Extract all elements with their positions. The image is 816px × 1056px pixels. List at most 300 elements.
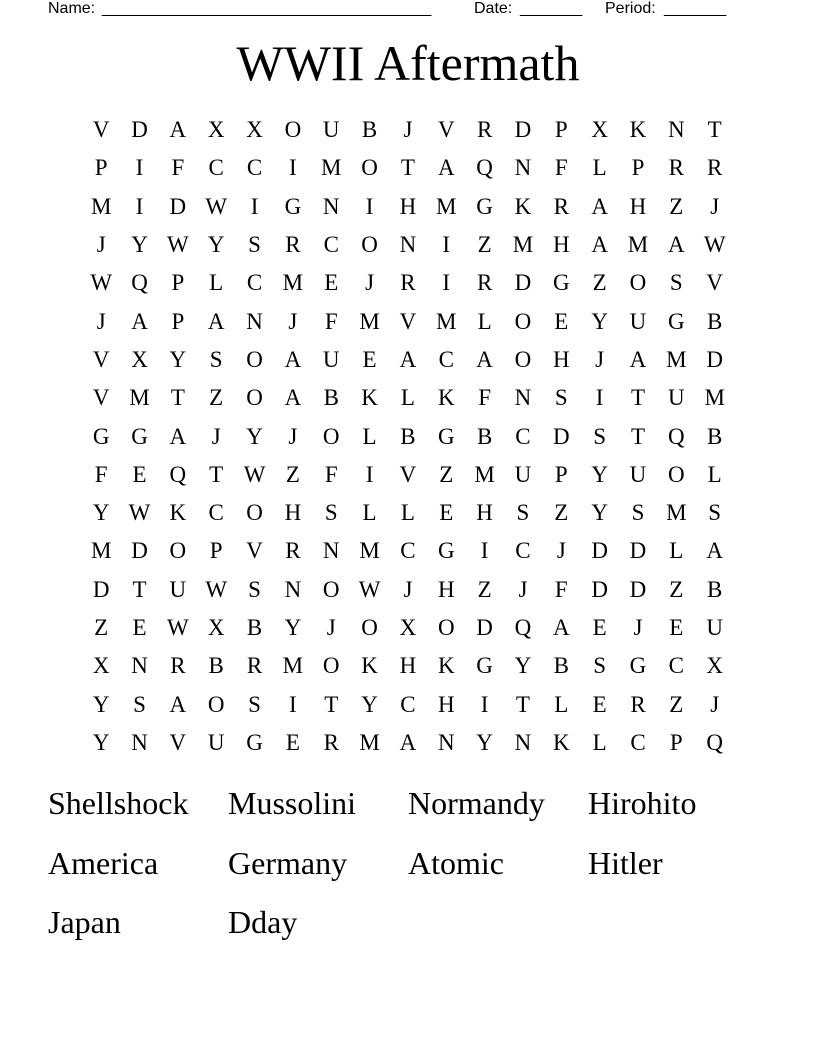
grid-cell[interactable]: B bbox=[400, 423, 416, 449]
grid-cell[interactable]: O bbox=[284, 117, 302, 143]
grid-cell[interactable]: L bbox=[400, 500, 415, 526]
grid-cell[interactable]: W bbox=[90, 270, 113, 296]
grid-cell[interactable]: R bbox=[553, 193, 569, 219]
grid-cell[interactable]: V bbox=[399, 461, 417, 487]
grid-cell[interactable]: S bbox=[324, 500, 338, 526]
grid-cell[interactable]: R bbox=[630, 691, 646, 717]
grid-cell[interactable]: X bbox=[207, 615, 225, 640]
grid-cell[interactable]: D bbox=[131, 538, 148, 564]
grid-cell[interactable]: I bbox=[289, 155, 297, 181]
grid-cell[interactable]: Z bbox=[669, 691, 684, 717]
grid-cell[interactable]: X bbox=[591, 117, 608, 143]
grid-cell[interactable]: M bbox=[666, 346, 687, 372]
grid-cell[interactable]: P bbox=[554, 461, 568, 487]
grid-cell[interactable]: K bbox=[437, 385, 455, 411]
grid-cell[interactable]: M bbox=[359, 538, 380, 564]
grid-cell[interactable]: M bbox=[321, 155, 342, 181]
grid-cell[interactable]: R bbox=[323, 729, 339, 755]
grid-cell[interactable]: I bbox=[442, 270, 451, 296]
grid-cell[interactable]: Z bbox=[669, 576, 684, 602]
grid-cell[interactable]: Y bbox=[514, 653, 532, 679]
grid-cell[interactable]: J bbox=[518, 576, 528, 602]
grid-cell[interactable]: O bbox=[668, 461, 685, 487]
grid-cell[interactable]: N bbox=[131, 653, 148, 679]
grid-cell[interactable]: I bbox=[289, 691, 297, 717]
grid-cell[interactable]: C bbox=[515, 423, 531, 449]
grid-cell[interactable]: E bbox=[285, 729, 300, 755]
grid-cell[interactable]: E bbox=[362, 346, 377, 372]
grid-cell[interactable]: G bbox=[246, 729, 263, 755]
grid-cell[interactable]: D bbox=[169, 193, 187, 219]
grid-cell[interactable]: W bbox=[358, 576, 381, 602]
grid-cell[interactable]: Z bbox=[209, 385, 224, 411]
grid-cell[interactable]: O bbox=[361, 155, 378, 181]
grid-cell[interactable]: Z bbox=[477, 232, 492, 258]
grid-cell[interactable]: N bbox=[514, 385, 532, 411]
grid-cell[interactable]: Y bbox=[92, 500, 110, 526]
grid-cell[interactable]: M bbox=[359, 729, 380, 755]
grid-cell[interactable]: I bbox=[442, 232, 451, 258]
grid-cell[interactable]: D bbox=[706, 346, 723, 372]
grid-cell[interactable]: O bbox=[322, 653, 340, 679]
grid-cell[interactable]: A bbox=[169, 117, 187, 143]
grid-cell[interactable]: L bbox=[592, 155, 607, 181]
grid-cell[interactable]: W bbox=[205, 576, 228, 602]
grid-cell[interactable]: A bbox=[207, 308, 225, 334]
grid-cell[interactable]: C bbox=[515, 538, 531, 564]
grid-cell[interactable]: R bbox=[476, 117, 493, 143]
grid-cell[interactable]: L bbox=[362, 500, 377, 526]
grid-cell[interactable]: R bbox=[668, 155, 684, 181]
grid-cell[interactable]: M bbox=[129, 385, 150, 411]
grid-cell[interactable]: V bbox=[246, 538, 263, 564]
grid-cell[interactable]: N bbox=[668, 117, 685, 143]
grid-cell[interactable]: G bbox=[552, 270, 570, 296]
grid-cell[interactable]: A bbox=[706, 538, 723, 564]
grid-cell[interactable]: O bbox=[169, 538, 187, 564]
grid-cell[interactable]: O bbox=[246, 500, 263, 526]
grid-cell[interactable]: Z bbox=[592, 270, 607, 296]
grid-cell[interactable]: A bbox=[629, 346, 647, 372]
grid-cell[interactable]: Y bbox=[591, 461, 608, 487]
grid-cell[interactable]: N bbox=[322, 538, 340, 564]
grid-cell[interactable]: U bbox=[629, 461, 647, 487]
grid-cell[interactable]: Q bbox=[169, 461, 187, 487]
grid-cell[interactable]: M bbox=[90, 193, 112, 219]
grid-cell[interactable]: T bbox=[132, 576, 147, 602]
grid-cell[interactable]: B bbox=[707, 576, 723, 602]
grid-cell[interactable]: P bbox=[94, 155, 108, 181]
grid-cell[interactable]: C bbox=[630, 729, 646, 755]
grid-cell[interactable]: L bbox=[362, 423, 377, 449]
grid-cell[interactable]: A bbox=[437, 155, 455, 181]
grid-cell[interactable]: Z bbox=[285, 461, 300, 487]
grid-cell[interactable]: N bbox=[514, 729, 532, 755]
grid-cell[interactable]: M bbox=[436, 308, 457, 334]
grid-cell[interactable]: Y bbox=[284, 615, 302, 640]
grid-cell[interactable]: R bbox=[400, 270, 416, 296]
grid-cell[interactable]: C bbox=[400, 691, 416, 717]
grid-cell[interactable]: K bbox=[437, 653, 455, 679]
date-blank[interactable]: _______ bbox=[520, 0, 583, 17]
grid-cell[interactable]: X bbox=[92, 653, 110, 679]
grid-cell[interactable]: Y bbox=[131, 232, 148, 258]
grid-cell[interactable]: G bbox=[668, 308, 685, 334]
grid-cell[interactable]: N bbox=[131, 729, 148, 755]
grid-cell[interactable]: Z bbox=[669, 193, 684, 219]
grid-cell[interactable]: R bbox=[285, 232, 301, 258]
grid-cell[interactable]: O bbox=[629, 270, 647, 296]
grid-cell[interactable]: S bbox=[593, 653, 607, 679]
grid-cell[interactable]: N bbox=[284, 576, 302, 602]
grid-cell[interactable]: M bbox=[282, 270, 304, 296]
grid-cell[interactable]: B bbox=[707, 308, 723, 334]
grid-cell[interactable]: T bbox=[630, 385, 646, 411]
grid-cell[interactable]: A bbox=[476, 346, 493, 372]
grid-cell[interactable]: Q bbox=[514, 615, 532, 640]
grid-cell[interactable]: Q bbox=[668, 423, 685, 449]
word-bank bbox=[48, 780, 768, 959]
grid-cell[interactable]: S bbox=[708, 500, 722, 526]
grid-cell[interactable]: J bbox=[96, 232, 106, 258]
grid-cell[interactable]: W bbox=[167, 232, 189, 258]
grid-cell[interactable]: H bbox=[284, 500, 302, 526]
grid-cell[interactable]: E bbox=[554, 308, 569, 334]
grid-cell[interactable]: B bbox=[707, 423, 723, 449]
grid-cell[interactable]: P bbox=[209, 538, 223, 564]
grid-cell[interactable]: A bbox=[131, 308, 148, 334]
grid-cell[interactable]: I bbox=[365, 461, 374, 487]
grid-cell[interactable]: V bbox=[169, 729, 187, 755]
grid-cell[interactable]: K bbox=[514, 193, 532, 219]
grid-cell[interactable]: O bbox=[207, 691, 225, 717]
grid-cell[interactable]: A bbox=[399, 729, 417, 755]
grid-cell[interactable]: S bbox=[669, 270, 683, 296]
grid-cell[interactable]: M bbox=[512, 232, 534, 258]
grid-cell[interactable]: L bbox=[209, 270, 224, 296]
grid-cell[interactable]: S bbox=[209, 346, 223, 372]
grid-cell[interactable]: H bbox=[399, 193, 417, 219]
grid-cell[interactable]: T bbox=[630, 423, 646, 449]
grid-cell[interactable]: O bbox=[322, 576, 340, 602]
grid-cell[interactable]: H bbox=[476, 500, 493, 526]
grid-cell[interactable]: Y bbox=[92, 729, 110, 755]
name-blank[interactable]: _____________________________________ bbox=[102, 0, 432, 17]
grid-cell[interactable]: M bbox=[359, 308, 380, 334]
grid-cell[interactable]: Y bbox=[591, 308, 608, 334]
grid-cell[interactable]: T bbox=[170, 385, 185, 411]
grid-cell[interactable]: J bbox=[403, 576, 413, 602]
grid-cell[interactable]: R bbox=[707, 155, 723, 181]
grid-cell[interactable]: K bbox=[361, 385, 378, 411]
grid-cell[interactable]: M bbox=[666, 500, 687, 526]
grid-cell[interactable]: V bbox=[399, 308, 417, 334]
grid-cell[interactable]: J bbox=[710, 691, 720, 717]
grid-cell[interactable]: T bbox=[209, 461, 224, 487]
grid-cell[interactable]: X bbox=[207, 117, 225, 143]
grid-cell[interactable]: N bbox=[322, 193, 340, 219]
word-bank-item: America bbox=[48, 844, 159, 881]
grid-cell[interactable]: R bbox=[170, 653, 186, 679]
grid-cell[interactable]: R bbox=[285, 538, 301, 564]
grid-cell[interactable]: U bbox=[169, 576, 187, 602]
grid-cell[interactable]: Y bbox=[476, 729, 493, 755]
grid-cell[interactable]: Q bbox=[131, 270, 148, 296]
grid-cell[interactable]: X bbox=[399, 615, 417, 640]
grid-cell[interactable]: J bbox=[556, 538, 566, 564]
grid-cell[interactable]: S bbox=[248, 691, 261, 717]
grid-cell[interactable]: N bbox=[437, 729, 455, 755]
grid-cell[interactable]: U bbox=[514, 461, 532, 487]
grid-cell[interactable]: K bbox=[552, 729, 570, 755]
grid-cell[interactable]: F bbox=[478, 385, 491, 411]
grid-cell[interactable]: I bbox=[250, 193, 259, 219]
grid-cell[interactable]: G bbox=[629, 653, 647, 679]
grid-cell[interactable]: F bbox=[554, 576, 568, 602]
grid-cell[interactable]: J bbox=[211, 423, 221, 449]
grid-cell[interactable]: G bbox=[131, 423, 148, 449]
grid-cell[interactable]: C bbox=[400, 538, 416, 564]
grid-cell[interactable]: C bbox=[208, 155, 224, 181]
grid-cell[interactable]: D bbox=[131, 117, 148, 143]
grid-cell[interactable]: H bbox=[437, 576, 455, 602]
grid-cell[interactable]: L bbox=[669, 538, 684, 564]
grid-cell[interactable]: Z bbox=[554, 500, 569, 526]
grid-cell[interactable]: J bbox=[96, 308, 106, 334]
grid-cell[interactable]: J bbox=[403, 117, 413, 143]
grid-cell[interactable]: W bbox=[128, 500, 151, 526]
grid-cell[interactable]: F bbox=[324, 308, 338, 334]
grid-cell[interactable]: D bbox=[476, 615, 493, 640]
grid-cell[interactable]: P bbox=[554, 117, 568, 143]
grid-cell[interactable]: D bbox=[629, 576, 647, 602]
grid-cell[interactable]: E bbox=[132, 461, 147, 487]
grid-cell[interactable]: Y bbox=[361, 691, 378, 717]
grid-cell[interactable]: A bbox=[284, 346, 302, 372]
grid-cell[interactable]: I bbox=[480, 538, 489, 564]
grid-cell[interactable]: I bbox=[595, 385, 604, 411]
grid-cell[interactable]: O bbox=[361, 232, 378, 258]
grid-cell[interactable]: P bbox=[631, 155, 645, 181]
grid-cell[interactable]: M bbox=[436, 193, 457, 219]
grid-cell[interactable]: U bbox=[322, 346, 340, 372]
grid-cell[interactable]: T bbox=[400, 155, 415, 181]
grid-cell[interactable]: S bbox=[133, 691, 146, 717]
grid-cell[interactable]: N bbox=[246, 308, 263, 334]
grid-cell[interactable]: L bbox=[592, 729, 607, 755]
grid-cell[interactable]: D bbox=[514, 117, 532, 143]
grid-cell[interactable]: Y bbox=[207, 232, 225, 258]
grid-cell[interactable]: S bbox=[554, 385, 568, 411]
grid-cell[interactable]: E bbox=[132, 615, 147, 640]
grid-cell[interactable]: J bbox=[326, 615, 336, 640]
grid-cell[interactable]: C bbox=[438, 346, 454, 372]
grid-cell[interactable]: K bbox=[361, 653, 378, 679]
grid-cell[interactable]: M bbox=[282, 653, 304, 679]
grid-cell[interactable]: O bbox=[246, 346, 263, 372]
grid-cell[interactable]: Y bbox=[169, 346, 187, 372]
grid-cell[interactable]: L bbox=[477, 308, 492, 334]
grid-cell[interactable]: F bbox=[324, 461, 338, 487]
grid-cell[interactable]: N bbox=[514, 155, 532, 181]
grid-cell[interactable]: R bbox=[246, 653, 263, 679]
grid-cell[interactable]: M bbox=[704, 385, 725, 411]
grid-cell[interactable]: I bbox=[480, 691, 489, 717]
grid-cell[interactable]: C bbox=[246, 155, 263, 181]
grid-cell[interactable]: V bbox=[437, 117, 455, 143]
period-blank[interactable]: _______ bbox=[664, 0, 727, 17]
grid-cell[interactable]: Z bbox=[477, 576, 492, 602]
grid-cell[interactable]: Z bbox=[439, 461, 454, 487]
grid-cell[interactable]: A bbox=[591, 193, 608, 219]
grid-cell[interactable]: E bbox=[669, 615, 684, 640]
grid-cell[interactable]: M bbox=[90, 538, 112, 564]
grid-cell[interactable]: F bbox=[171, 155, 185, 181]
grid-cell[interactable]: X bbox=[131, 346, 148, 372]
grid-cell[interactable]: C bbox=[208, 500, 224, 526]
grid-cell[interactable]: O bbox=[246, 385, 263, 411]
grid-cell[interactable]: A bbox=[169, 691, 187, 717]
grid-cell[interactable]: X bbox=[246, 117, 263, 143]
grid-cell[interactable]: H bbox=[552, 232, 570, 258]
grid-cell[interactable]: I bbox=[135, 193, 144, 219]
grid-cell[interactable]: D bbox=[591, 576, 608, 602]
grid-cell[interactable]: J bbox=[288, 308, 298, 334]
grid-cell[interactable]: P bbox=[171, 308, 185, 334]
grid-cell[interactable]: J bbox=[633, 615, 643, 640]
grid-cell[interactable]: Q bbox=[706, 729, 723, 755]
grid-cell[interactable]: J bbox=[595, 346, 605, 372]
grid-cell[interactable]: V bbox=[92, 385, 110, 411]
grid-cell[interactable]: C bbox=[668, 653, 684, 679]
grid-cell[interactable]: B bbox=[361, 117, 378, 143]
grid-cell[interactable]: L bbox=[707, 461, 722, 487]
grid-cell[interactable]: M bbox=[474, 461, 495, 487]
grid-cell[interactable]: A bbox=[668, 232, 685, 258]
grid-cell[interactable]: Z bbox=[94, 615, 109, 640]
grid-cell[interactable]: A bbox=[169, 423, 187, 449]
grid-cell[interactable]: F bbox=[554, 155, 568, 181]
grid-cell[interactable]: D bbox=[92, 576, 110, 602]
grid-cell[interactable]: Y bbox=[92, 691, 110, 717]
grid-cell[interactable]: G bbox=[476, 193, 493, 219]
grid-cell[interactable]: O bbox=[514, 308, 532, 334]
grid-cell[interactable]: N bbox=[399, 232, 417, 258]
grid-cell[interactable]: J bbox=[288, 423, 298, 449]
grid-cell[interactable]: A bbox=[284, 385, 302, 411]
grid-cell[interactable]: W bbox=[243, 461, 266, 487]
grid-cell[interactable]: T bbox=[515, 691, 530, 717]
grid-cell[interactable]: L bbox=[400, 385, 415, 411]
grid-cell[interactable]: D bbox=[629, 538, 647, 564]
word-bank-item: Dday bbox=[228, 904, 298, 940]
grid-cell[interactable]: J bbox=[710, 193, 720, 219]
grid-cell[interactable]: K bbox=[169, 500, 187, 526]
grid-cell[interactable]: W bbox=[703, 232, 726, 258]
grid-cell[interactable]: E bbox=[592, 615, 607, 640]
grid-cell[interactable]: S bbox=[248, 576, 261, 602]
grid-cell[interactable]: G bbox=[437, 423, 455, 449]
grid-cell[interactable]: B bbox=[208, 653, 224, 679]
grid-cell[interactable]: H bbox=[437, 691, 455, 717]
grid-cell[interactable]: D bbox=[591, 538, 608, 564]
grid-cell[interactable]: P bbox=[669, 729, 683, 755]
grid-cell[interactable]: E bbox=[439, 500, 454, 526]
grid-cell[interactable]: S bbox=[516, 500, 530, 526]
word-bank-item: Mussolini bbox=[228, 785, 357, 821]
grid-cell[interactable]: P bbox=[171, 270, 185, 296]
grid-cell[interactable]: B bbox=[553, 653, 569, 679]
grid-cell[interactable]: C bbox=[323, 232, 339, 258]
word-bank-item: Shellshock bbox=[48, 785, 189, 821]
grid-cell[interactable]: S bbox=[248, 232, 261, 258]
grid-cell[interactable]: W bbox=[167, 615, 189, 640]
word-bank-item: Hitler bbox=[588, 844, 663, 881]
grid-cell[interactable]: D bbox=[552, 423, 570, 449]
grid-cell[interactable]: H bbox=[629, 193, 647, 219]
grid-cell[interactable]: V bbox=[706, 270, 723, 296]
grid-cell[interactable]: O bbox=[322, 423, 340, 449]
grid-cell[interactable]: U bbox=[207, 729, 225, 755]
grid-cell[interactable]: O bbox=[361, 615, 378, 640]
grid-cell[interactable]: F bbox=[94, 461, 108, 487]
grid-cell[interactable]: Y bbox=[591, 500, 608, 526]
grid-cell[interactable]: Q bbox=[476, 155, 493, 181]
word-bank-item: Hirohito bbox=[588, 785, 697, 821]
grid-cell[interactable]: W bbox=[205, 193, 228, 219]
grid-cell[interactable]: K bbox=[629, 117, 647, 143]
grid-cell[interactable]: C bbox=[246, 270, 263, 296]
grid-cell[interactable]: E bbox=[592, 691, 607, 717]
grid-cell[interactable]: B bbox=[246, 615, 263, 640]
grid-cell[interactable]: H bbox=[552, 346, 570, 372]
grid-cell[interactable]: A bbox=[591, 232, 608, 258]
grid-cell[interactable]: R bbox=[476, 270, 493, 296]
grid-cell[interactable]: E bbox=[324, 270, 339, 296]
grid-cell[interactable]: U bbox=[668, 385, 685, 411]
period-label: Period: bbox=[605, 0, 656, 17]
grid-cell[interactable]: L bbox=[554, 691, 569, 717]
grid-cell[interactable]: S bbox=[631, 500, 645, 526]
grid-cell[interactable]: U bbox=[322, 117, 340, 143]
grid-cell[interactable]: G bbox=[437, 538, 455, 564]
grid-cell[interactable]: U bbox=[706, 615, 723, 640]
grid-cell[interactable]: U bbox=[629, 308, 647, 334]
grid-cell[interactable]: I bbox=[365, 193, 374, 219]
grid-cell[interactable]: J bbox=[365, 270, 375, 296]
grid-cell[interactable]: H bbox=[399, 653, 417, 679]
grid-cell[interactable]: B bbox=[476, 423, 493, 449]
grid-cell[interactable]: A bbox=[552, 615, 570, 640]
grid-cell[interactable]: O bbox=[437, 615, 455, 640]
grid-cell[interactable]: G bbox=[476, 653, 493, 679]
grid-cell[interactable]: A bbox=[399, 346, 417, 372]
grid-cell[interactable]: Y bbox=[246, 423, 263, 449]
grid-cell[interactable]: S bbox=[593, 423, 607, 449]
grid-cell[interactable]: M bbox=[627, 232, 649, 258]
grid-cell[interactable]: O bbox=[514, 346, 532, 372]
grid-cell[interactable]: G bbox=[92, 423, 110, 449]
grid-cell[interactable]: I bbox=[135, 155, 144, 181]
grid-cell[interactable]: G bbox=[284, 193, 302, 219]
grid-cell[interactable]: V bbox=[92, 117, 110, 143]
grid-cell[interactable]: T bbox=[707, 117, 722, 143]
grid-cell[interactable]: V bbox=[92, 346, 110, 372]
grid-cell[interactable]: D bbox=[514, 270, 532, 296]
grid-cell[interactable]: B bbox=[323, 385, 339, 411]
grid-cell[interactable]: T bbox=[324, 691, 339, 717]
grid-cell[interactable]: X bbox=[706, 653, 723, 679]
